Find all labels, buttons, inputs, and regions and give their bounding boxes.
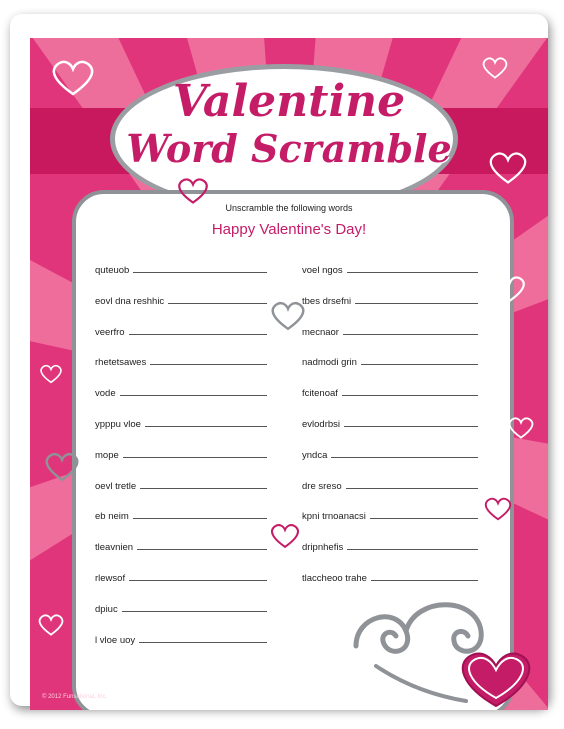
word-row [302, 352, 478, 368]
swirl-heart-ornament [346, 586, 536, 710]
word-row [302, 476, 478, 492]
heart-icon [36, 610, 66, 640]
scrambled-word: vode [95, 388, 116, 400]
heart-icon [482, 496, 514, 522]
answer-line[interactable] [150, 363, 267, 365]
scrambled-word: voel ngos [302, 265, 343, 276]
word-row [302, 291, 478, 307]
word-row [95, 445, 267, 461]
heart-icon [38, 363, 64, 385]
answer-line[interactable] [355, 302, 478, 304]
title-line-1: Valentine [172, 76, 406, 127]
scrambled-word: fcitenoaf [302, 388, 338, 400]
answer-line[interactable] [370, 517, 478, 519]
scrambled-word: mecnaor [302, 326, 339, 338]
heart-icon [480, 56, 510, 80]
answer-line[interactable] [347, 271, 478, 273]
answer-line[interactable] [168, 302, 267, 304]
answer-line[interactable] [342, 394, 478, 396]
scrambled-word: eb neim [95, 511, 129, 523]
subtitle: Happy Valentine's Day! [211, 221, 367, 238]
scrambled-word: kpni trnoanacsi [302, 511, 366, 523]
answer-line[interactable] [343, 333, 478, 335]
answer-line[interactable] [129, 333, 267, 335]
answer-line[interactable] [120, 394, 267, 396]
word-row [302, 322, 478, 338]
answer-line[interactable] [145, 425, 267, 427]
word-row [302, 537, 478, 553]
word-row [95, 352, 267, 368]
word-row [95, 630, 267, 646]
answer-line[interactable] [361, 363, 478, 365]
scrambled-word: mope [95, 449, 119, 461]
word-row [95, 322, 267, 338]
heart-icon [506, 414, 536, 442]
word-row [302, 506, 478, 522]
instructions: Unscramble the following words [225, 203, 353, 213]
word-row [95, 599, 267, 615]
word-row [95, 260, 267, 276]
word-row [302, 260, 478, 276]
answer-line[interactable] [139, 641, 267, 643]
answer-line[interactable] [137, 548, 267, 550]
scrambled-word: quteuob [95, 265, 130, 276]
word-row [95, 383, 267, 399]
title-line-2: Word Scramble [126, 126, 452, 171]
scrambled-word: oevl tretle [95, 480, 137, 492]
answer-line[interactable] [123, 456, 267, 458]
scrambled-word: veerfro [95, 326, 125, 338]
answer-line[interactable] [129, 579, 267, 581]
word-row [302, 414, 478, 430]
heart-icon [175, 176, 211, 206]
scrambled-word: rlewsof [95, 573, 126, 584]
heart-icon [42, 450, 82, 484]
word-row [302, 383, 478, 399]
answer-line[interactable] [347, 548, 478, 550]
copyright: © 2012 Funsational, Inc. [42, 694, 108, 700]
answer-line[interactable] [140, 487, 267, 489]
word-row [95, 537, 267, 553]
scrambled-word: tleavnien [95, 542, 134, 554]
scrambled-word: tbes drsefni [302, 295, 352, 307]
scrambled-word: l vloe uoy [95, 634, 136, 646]
answer-line[interactable] [346, 487, 478, 489]
word-row [302, 568, 478, 584]
scrambled-word: tlaccheoo trahe [302, 573, 367, 584]
heart-icon [268, 522, 302, 550]
scrambled-word: evlodrbsi [302, 419, 341, 430]
worksheet-card [10, 14, 548, 706]
scrambled-word: dpiuc [95, 603, 118, 615]
answer-line[interactable] [122, 610, 267, 612]
scrambled-word: rhetetsawes [95, 357, 147, 369]
heart-icon [48, 58, 98, 98]
scrambled-word: yndca [302, 449, 328, 461]
heart-icon [492, 274, 528, 304]
word-row [95, 414, 267, 430]
word-row [95, 476, 267, 492]
scrambled-word: eovl dna reshhic [95, 295, 165, 307]
word-row [302, 445, 478, 461]
answer-line[interactable] [133, 271, 267, 273]
scrambled-word: dre sreso [302, 480, 342, 492]
word-row [95, 506, 267, 522]
scrambled-word: dripnhefis [302, 542, 344, 554]
answer-line[interactable] [133, 517, 267, 519]
answer-line[interactable] [371, 579, 478, 581]
heart-icon [190, 678, 230, 706]
heart-icon [485, 150, 531, 186]
worksheet [30, 38, 548, 710]
answer-line[interactable] [331, 456, 478, 458]
heart-icon [275, 650, 317, 684]
word-row [95, 568, 267, 584]
answer-line[interactable] [344, 425, 478, 427]
word-row [95, 291, 267, 307]
scrambled-word: nadmodi grin [302, 357, 357, 369]
scrambled-word: ypppu vloe [95, 419, 141, 430]
